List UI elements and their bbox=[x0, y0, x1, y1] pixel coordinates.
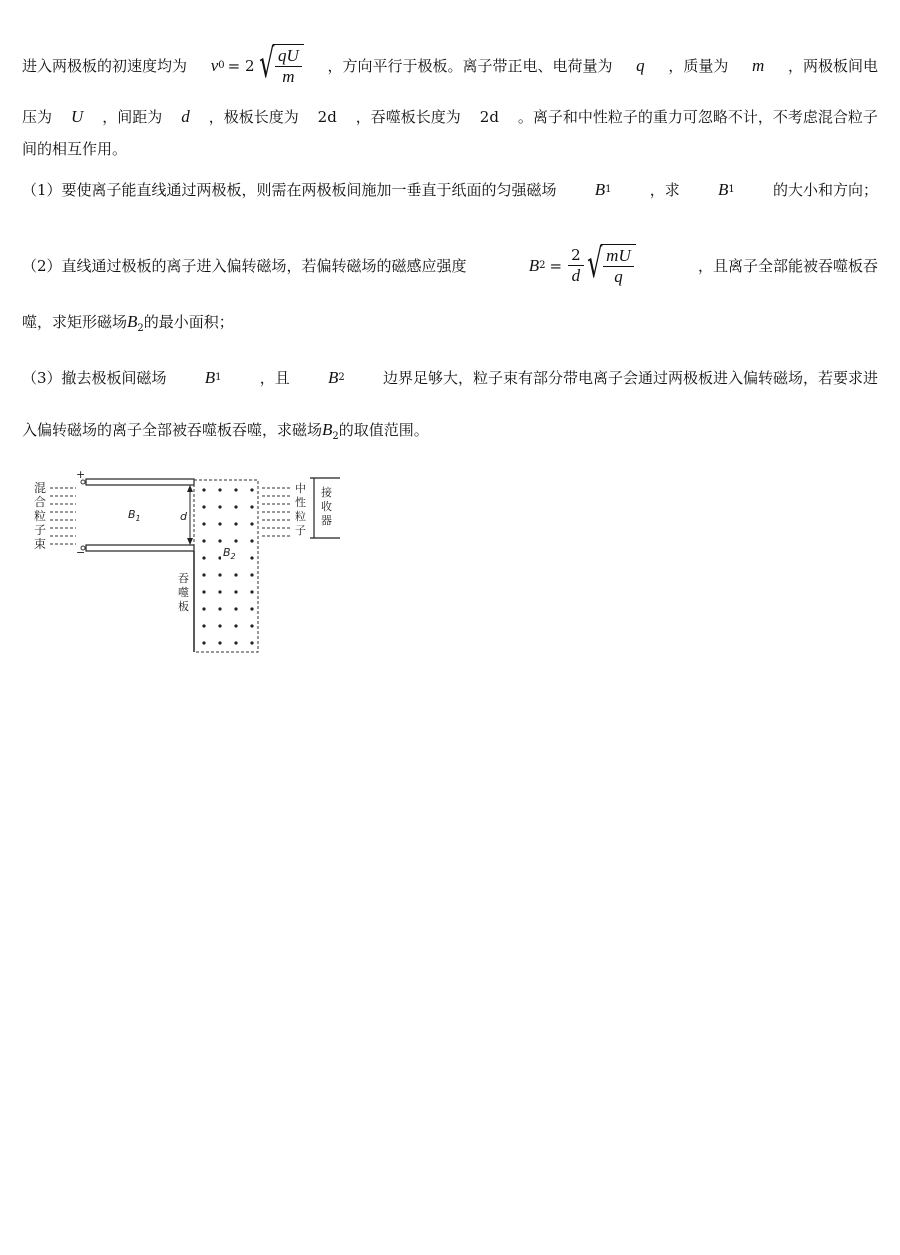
intro-line-2 bbox=[22, 107, 878, 127]
field-dot bbox=[218, 488, 221, 491]
beam-char-3: 粒 bbox=[34, 509, 47, 523]
intro-line-3: 间的相互作用。 bbox=[22, 140, 128, 158]
receiver-char-2: 收 bbox=[321, 500, 332, 513]
intro-text-1d: ，两极板间电 bbox=[787, 56, 878, 75]
q2-text-a: （2）直线通过极板的离子进入偏转磁场，若偏转磁场的磁感应强度 bbox=[22, 256, 467, 275]
v0-symbol: v bbox=[210, 55, 219, 75]
field-dot bbox=[234, 573, 237, 576]
field-dot bbox=[250, 556, 253, 559]
beam-char-4: 子 bbox=[34, 523, 47, 537]
b1-label: $B_1$ bbox=[128, 508, 141, 523]
field-dot bbox=[250, 573, 253, 576]
neutral-char-1: 中 bbox=[295, 482, 306, 495]
absorber-label bbox=[178, 572, 189, 613]
q2-equals: = bbox=[549, 256, 563, 275]
field-dot bbox=[202, 590, 205, 593]
q-symbol: q bbox=[636, 55, 645, 75]
field-dot bbox=[250, 488, 253, 491]
intro-line-1 bbox=[22, 41, 878, 87]
field-dot bbox=[218, 505, 221, 508]
d-label: d bbox=[180, 510, 187, 523]
incoming-beam-lines bbox=[50, 488, 76, 544]
plate-length: 2d bbox=[317, 108, 337, 126]
frac-numerator: qU bbox=[275, 46, 302, 67]
neutral-label bbox=[295, 481, 306, 537]
field-dot bbox=[218, 522, 221, 525]
absorber-char-1: 吞 bbox=[178, 572, 189, 585]
absorber-char-3: 板 bbox=[178, 600, 189, 613]
beam-char-2: 合 bbox=[34, 495, 47, 509]
q2-text-d: 的最小面积； bbox=[143, 313, 234, 331]
v0-subscript: 0 bbox=[218, 59, 225, 71]
field-dot bbox=[202, 556, 205, 559]
field-dot bbox=[202, 624, 205, 627]
field-dot bbox=[234, 641, 237, 644]
field-dot bbox=[218, 641, 221, 644]
plus-sign: + bbox=[76, 468, 86, 481]
intro-text-2e: 。离子和中性粒子的重力可忽略不计，不考虑混合粒子 bbox=[517, 108, 878, 126]
field-dot bbox=[234, 607, 237, 610]
field-dot bbox=[202, 505, 205, 508]
neutral-char-3: 粒 bbox=[295, 510, 306, 523]
field-dot bbox=[234, 488, 237, 491]
b2-label: $B_2$ bbox=[223, 546, 236, 561]
d-arrow-bottom-icon bbox=[187, 538, 193, 545]
q1-B-symbol-2: B bbox=[718, 180, 729, 199]
intro-text-2c: ，极板长度为 bbox=[208, 108, 299, 126]
q3-text-b: ，且 bbox=[259, 369, 290, 387]
minus-sign: − bbox=[76, 546, 86, 559]
field-dot bbox=[218, 590, 221, 593]
q2-text-c: 噬，求矩形磁场 bbox=[22, 313, 128, 331]
beam-label bbox=[34, 481, 46, 551]
field-dot bbox=[218, 539, 221, 542]
v0-equals: = 2 bbox=[227, 56, 255, 75]
intro-text-1b: ，方向平行于极板。离子带正电、电荷量为 bbox=[327, 56, 613, 75]
neutral-char-2: 性 bbox=[295, 496, 306, 509]
q2-B-subscript: 2 bbox=[539, 259, 546, 271]
field-dot bbox=[234, 522, 237, 525]
field-dot bbox=[202, 539, 205, 542]
sqrt-mU-over-q: √ $\frac{mU}{q}$ bbox=[586, 244, 636, 287]
m-symbol: m bbox=[752, 55, 765, 75]
q3-B-symbol-2: B bbox=[327, 368, 339, 387]
field-dot bbox=[234, 539, 237, 542]
field-dot bbox=[202, 522, 205, 525]
q2-frac-numerator: 2 bbox=[568, 245, 584, 266]
question-2-line-2 bbox=[22, 312, 234, 339]
field-dot bbox=[234, 624, 237, 627]
q1-B-symbol: B bbox=[594, 180, 606, 199]
bottom-plate bbox=[86, 545, 194, 551]
q3-text-e: 的取值范围。 bbox=[338, 421, 429, 439]
field-dot bbox=[250, 539, 253, 542]
q3-B-symbol: B bbox=[204, 368, 216, 387]
field-dot bbox=[250, 522, 253, 525]
absorber-char-2: 噬 bbox=[178, 586, 189, 599]
q3-text-a: （3）撤去极板间磁场 bbox=[22, 369, 167, 387]
field-dot bbox=[202, 607, 205, 610]
neutral-beam-lines bbox=[262, 488, 290, 536]
q2-text-b: ，且离子全部能被吞噬板吞 bbox=[697, 256, 878, 275]
field-dot bbox=[250, 624, 253, 627]
absorber-length: 2d bbox=[479, 108, 499, 126]
field-dots bbox=[202, 488, 253, 644]
q3-text-d: 入偏转磁场的离子全部被吞噬板吞噬，求磁场 bbox=[22, 421, 323, 439]
d-symbol: d bbox=[181, 107, 190, 126]
q2-root-denominator: q bbox=[614, 267, 623, 286]
question-3-line-2 bbox=[22, 420, 429, 447]
q2-B-symbol-2: B bbox=[127, 312, 138, 331]
field-dot bbox=[250, 641, 253, 644]
v0-formula bbox=[210, 41, 304, 87]
B2-formula bbox=[528, 241, 636, 287]
question-3-line-1 bbox=[22, 368, 878, 388]
q3-B-symbol-3: B bbox=[322, 420, 333, 439]
field-dot bbox=[250, 505, 253, 508]
field-dot bbox=[218, 573, 221, 576]
intro-text-2a: 压为 bbox=[22, 108, 53, 126]
q1-text-a: （1）要使离子能直线通过两极板，则需在两极板间施加一垂直于纸面的匀强磁场 bbox=[22, 181, 557, 199]
q3-B-subscript: 1 bbox=[215, 372, 222, 383]
intro-text-2d: ，吞噬板长度为 bbox=[355, 108, 461, 126]
intro-text-1c: ，质量为 bbox=[668, 56, 729, 75]
field-dot bbox=[218, 607, 221, 610]
receiver-label bbox=[321, 485, 332, 527]
receiver-char-1: 接 bbox=[321, 486, 332, 499]
q2-B-symbol: B bbox=[528, 255, 540, 275]
field-dot bbox=[234, 590, 237, 593]
field-dot bbox=[202, 641, 205, 644]
apparatus-diagram bbox=[28, 468, 358, 658]
field-dot bbox=[202, 488, 205, 491]
field-dot bbox=[202, 573, 205, 576]
d-arrow-top-icon bbox=[187, 485, 193, 492]
q3-text-c: 边界足够大，粒子束有部分带电离子会通过两极板进入偏转磁场，若要求进 bbox=[382, 369, 878, 387]
intro-text-1a: 进入两极板的初速度均为 bbox=[22, 56, 188, 75]
q2-frac-denominator: d bbox=[571, 266, 581, 285]
top-plate bbox=[86, 479, 194, 485]
q2-B-subscript-2: 2 bbox=[137, 323, 144, 334]
sqrt-qU-over-m: √ $\frac{qU}{m}$ bbox=[258, 44, 304, 87]
intro-text-2b: ，间距为 bbox=[102, 108, 163, 126]
q1-text-b: ，求 bbox=[649, 181, 680, 199]
beam-char-5: 束 bbox=[34, 537, 47, 551]
field-dot bbox=[234, 505, 237, 508]
question-2-line-1 bbox=[22, 241, 878, 287]
q2-root-numerator: mU bbox=[603, 246, 634, 267]
field-dot bbox=[218, 624, 221, 627]
q1-B-subscript-2: 1 bbox=[728, 184, 735, 195]
field-dot bbox=[250, 590, 253, 593]
receiver-char-3: 器 bbox=[321, 514, 332, 527]
q3-B-subscript-2: 2 bbox=[338, 372, 345, 383]
question-1 bbox=[22, 180, 878, 200]
q1-text-c: 的大小和方向； bbox=[772, 181, 878, 199]
field-dot bbox=[250, 607, 253, 610]
q3-B-subscript-3: 2 bbox=[332, 431, 339, 442]
beam-char-1: 混 bbox=[34, 481, 47, 495]
frac-denominator: m bbox=[282, 67, 295, 86]
neutral-char-4: 子 bbox=[295, 524, 306, 537]
U-symbol: U bbox=[70, 107, 84, 126]
q1-B-subscript: 1 bbox=[605, 184, 612, 195]
